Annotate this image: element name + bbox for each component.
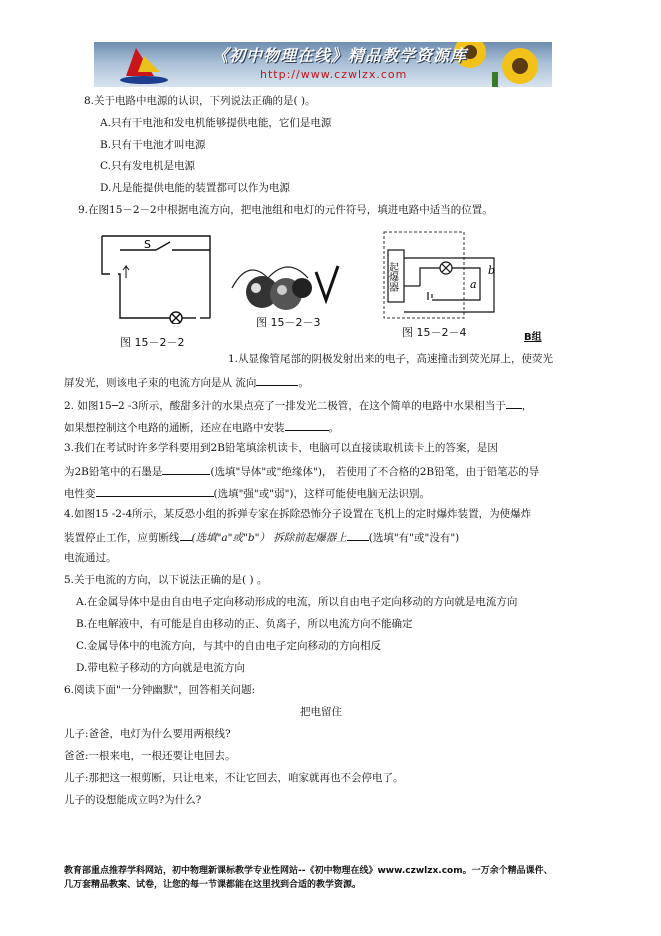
b-q6-title: 把电留住 [300,706,342,718]
b-q5-option-b: B.在电解液中，有可能是自由移动的正、负离子，所以电流方向不能确定 [76,618,413,630]
b-q6-stem: 6.阅读下面"一分钟幽默"，回答相关问题: [64,684,256,696]
header-banner [94,42,552,87]
b-q6-dialog-3: 儿子:那把这一根剪断，只让电来，不让它回去，咱家就再也不会停电了。 [64,772,404,784]
footer-line-2: 几万套精品教案、试卷，让您的每一节课都能在这里找到合适的教学资源。 [64,880,362,890]
b-q4-line1: 4.如图15 -2-4所示，某反恐小组的拆弹专家在拆除恐怖分子设置在飞机上的定时爆炸装置，为使爆炸 [64,508,532,520]
banner-title: 《初中物理在线》精品教学资源库 [212,46,468,65]
b-q6-question: 儿子的设想能成立吗?为什么? [64,794,202,806]
figure-fruit-battery-15-2-3 [228,248,346,314]
b-q5-stem: 5.关于电流的方向，以下说法正确的是( ) 。 [64,574,268,586]
q2-blank-2[interactable] [285,420,329,431]
b-q3-line2: 为2B铅笔中的石墨是 (选填"导体"或"绝缘体")， 若使用了不合格的2B铅笔，由于铅笔芯的导 [64,466,540,478]
b-q1-line1: 1.从显像管尾部的阴极发射出来的电子，高速撞击到荧光屏上，使荧光 [228,353,554,365]
b-q6-dialog-2: 爸爸:一根来电，一根还要让电回去。 [64,750,236,762]
switch-label: S [144,238,151,251]
b-q4-line2: 装置停止工作，应剪断线 (选填"a"或"b"） 拆除前起爆器上 (选填"有"或"没有") [64,532,460,544]
detonator-label: 起爆器 [386,262,398,292]
q8-option-a: A.只有干电池和发电机能够提供电能，它们是电源 [100,117,332,129]
q9-stem: 9.在图15－2－2中根据电流方向，把电池组和电灯的元件符号，填进电路中适当的位置。 [78,204,493,216]
q1-blank[interactable] [256,375,298,386]
b-q4-line3: 电流通过。 [64,552,117,564]
q3-blank-1[interactable] [162,464,210,475]
figure-detonator-15-2-4 [380,228,500,324]
b-q6-dialog-1: 儿子:爸爸，电灯为什么要用两根线? [64,728,231,740]
figure-circuit-15-2-2 [96,232,216,324]
figure-caption-15-2-4: 图 15－2－4 [402,326,467,339]
q8-option-d: D.凡是能提供电能的装置都可以作为电源 [100,182,290,194]
site-logo-icon [114,42,174,87]
wire-a-label: a [470,278,477,291]
wire-b-label: b [488,264,496,277]
b-q5-option-c: C.金属导体中的电流方向，与其中的自由电子定向移动的方向相反 [76,640,381,652]
b-q5-option-a: A.在金属导体中是由自由电子定向移动形成的电流，所以自由电子定向移动的方向就是电流方向 [76,596,518,608]
q3-blank-2[interactable] [96,486,214,497]
banner-url[interactable]: http://www.czwlzx.com [260,68,408,81]
b-q5-option-d: D.带电粒子移动的方向就是电流方向 [76,662,245,674]
q8-stem: 8.关于电路中电源的认识，下列说法正确的是( )。 [84,95,316,107]
footer-line-1: 教育部重点推荐学科网站，初中物理新课标教学专业性网站--《初中物理在线》www.czwlzx.com。一万余个精品课件、 [64,866,553,876]
b-q3-line1: 3.我们在考试时许多学科要用到2B铅笔填涂机读卡，电脑可以直接读取机读卡上的答案，是因 [64,442,498,454]
q4-blank-1[interactable] [180,530,192,541]
q4-blank-2[interactable] [347,530,369,541]
b-q1-line2: 屏发光，则该电子束的电流方向是从 流向 。 [64,377,309,389]
b-q3-line3: 电性变 (选填"强"或"弱")，这样可能使电脑无法识别。 [64,488,431,500]
q8-option-c: C.只有发电机是电源 [100,160,195,172]
q2-blank-1[interactable] [506,398,522,409]
q8-option-b: B.只有干电池才叫电源 [100,139,206,151]
b-q2-line1: 2. 如图15─2 -3所示，酸甜多汁的水果点亮了一排发光二极管，在这个简单的电路中水果相当于 ， [64,400,533,412]
figure-caption-15-2-3: 图 15－2－3 [256,316,321,329]
figure-caption-15-2-2: 图 15－2－2 [120,336,185,349]
b-q2-line2: 如果想控制这个电路的通断，还应在电路中安装 。 [64,422,339,434]
b-group-label: B组 [524,332,542,343]
